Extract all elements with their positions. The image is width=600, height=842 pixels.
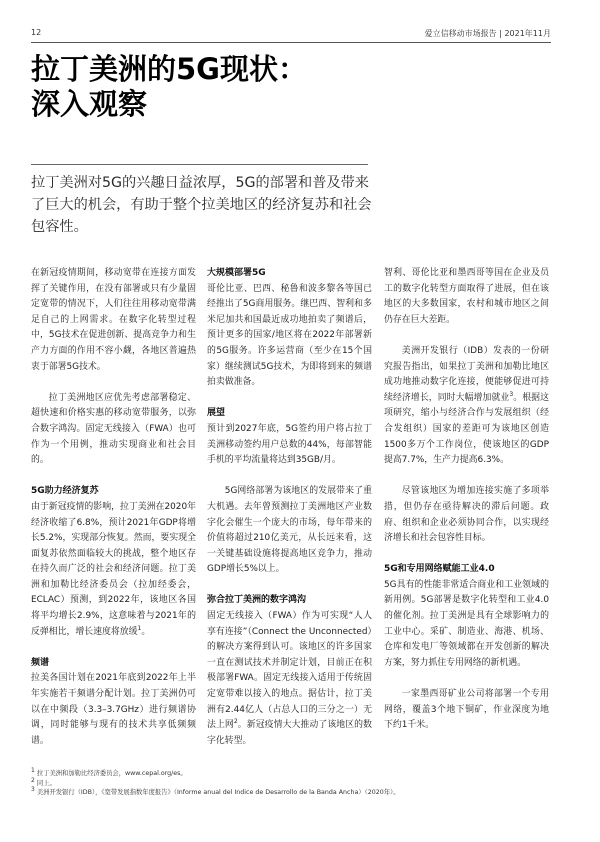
page-title-line2: 深入观察 [31,87,148,121]
intro-divider [31,164,368,165]
paragraph: 5G具有的性能非常适合商业和工业领域的新用例。5G部署是数字化转型和工业4.0的催化剂。拉丁美洲是具有全球影响力的工业中心。采矿、制造业、海港、机场、仓库和发电厂等领域都在开发创新的解决方案，努力抓住专用网络的新机遇。 [384,579,549,668]
paragraph: 拉丁美洲地区应优先考虑部署稳定、超快速和价格实惠的移动宽带服务，以弥合数字鸿沟。固定无线接入（FWA）也可作为一个用例，推动实现商业和社会目的。 [31,392,196,466]
paragraph: 哥伦比亚、巴西、秘鲁和波多黎各等国已经推出了5G商用服务。继巴西、智利和多米尼加共和国最近成功地拍卖了频谱后，预计更多的国家/地区将在2022年部署新的5G服务。许多运营商（至少在15个国家）继续测试5G技术，为即将到来的频谱拍卖做准备。 [207,283,372,388]
paragraph: 在新冠疫情期间，移动宽带在连接方面发挥了关键作用，在没有部署或只有少量固定宽带的情况下，人们往往用移动宽带满足自己的上网需求。在数字化转型过程中，5G技术在促进创新、提高竞争力和生产力方面的作用不容小觑，各地区普遍热衷于部署5G技术。 [31,268,196,372]
paragraph: 美洲开发银行（IDB）发表的一份研究报告指出，如果拉丁美洲和加勒比地区成功地推动数字化连接，便能够促进可持续经济增长，同时大幅增加就业$^3$。根据这项研究，缩小与经济合作与发展组织（经合发组织）国家的差距可为该地区创造1500多万个工作岗位，使该地区的GDP提高7.7%，生产力提高6.3%。 [384,345,550,466]
page-title-line1: 拉丁美洲的5G现状： [31,52,307,86]
footnote-1: $^1$ 拉丁美洲和加勒比经济委员会，www.cepal.org/es。 [31,766,187,777]
paragraph: 5G网络部署为该地区的发展带来了重大机遇。去年曾预测拉丁美洲地区产业数字化会催生一个庞大的市场，每年带来的价值将超过210亿美元，从长远来看，这一关键基础设施将提高地区竞争力，推动GDP增长5%以上。 [207,486,372,575]
paragraph: 由于新冠疫情的影响，拉丁美洲在2020年经济收缩了6.8%，预计2021年GDP将增长5.2%，实现部分恢复。然而，要实现全面复苏依然面临较大的挑战，整个地区存在持久而广泛的社会和经济问题。拉丁美洲和加勒比经济委员会（拉加经委会，ECLAC）预测，到2022年，该地区各国将平均增长2.9%，这意味着与2021年的反弹相比，增长速度将放缓$^1$。 [31,501,196,637]
paragraph: 智利、哥伦比亚和墨西哥等国在企业及员工的数字化转型方面取得了进展，但在该地区的大多数国家，农村和城市地区之间仍存在巨大差距。 [384,268,549,325]
section-heading-outlook: 展望 [207,408,226,419]
paragraph: 尽管该地区为增加连接实施了多项举措，但仍存在亟待解决的滞后问题。政府、组织和企业必须协同合作，以实现经济增长和社会包容性目标。 [384,486,549,544]
report-title: 爱立信移动市场报告 | 2021年11月 [424,29,551,38]
section-heading-divide: 弥合拉丁美洲的数字鸿沟 [207,595,307,606]
footnotes [31,766,571,798]
footnote-ref: 3 [509,390,514,398]
footnote-ref: 1 [137,624,142,632]
page-header [31,26,551,43]
page-number: 12 [31,28,42,37]
column-2 [207,266,372,749]
footnote-ref: 2 [233,718,238,726]
paragraph: 拉美各国计划在2021年底到2022年上半年实施若干频谱分配计划。拉丁美洲仍可以在中频段（3.3–3.7GHz）进行频谱协调，同时能够与现有的技术共享低频频谱。 [31,673,196,746]
footnote-3: $^3$ 美洲开发银行（IDB），《宽带发展指数年度报告》（Informe anual del Indice de Desarrollo de la Banda Ancha）（2020年）。 [31,785,400,796]
paragraph: 预计到2027年底，5G签约用户将占拉丁美洲移动签约用户总数的44%，每部智能手机的平均流量将达到35GB/月。 [207,423,372,466]
intro-paragraph: 拉丁美洲对5G的兴趣日益浓厚，5G的部署和普及带来了巨大的机会，有助于整个拉美地区的经济复苏和社会包容性。 [31,175,372,235]
section-heading-industry: 5G和专用网络赋能工业4.0 [384,564,495,575]
section-heading-spectrum: 频谱 [31,657,50,668]
section-heading-deploy: 大规模部署5G [207,268,266,278]
column-3 [384,266,549,734]
paragraph: 一家墨西哥矿业公司将部署一个专用网络，覆盖3个地下铜矿，作业深度为地下约1千米。 [384,689,549,731]
page-title [31,52,551,122]
paragraph: 固定无线接入（FWA）作为可实现“人人享有连接”（Connect the Unconnected）的解决方案得到认可。该地区的许多国家一直在测试技术并制定计划，目前正在积极部署FWA。固定无线接入适用于传统固定宽带难以接入的地点。据估计，拉丁美洲有2.44亿人（占总人口的三分之一）无法上网$^2$。新冠疫情大大推动了该地区的数字化转型。 [207,611,373,746]
column-1 [31,266,196,749]
footnote-2: $^2$ 同上。 [31,776,56,787]
section-heading-recovery: 5G助力经济复苏 [31,486,99,497]
